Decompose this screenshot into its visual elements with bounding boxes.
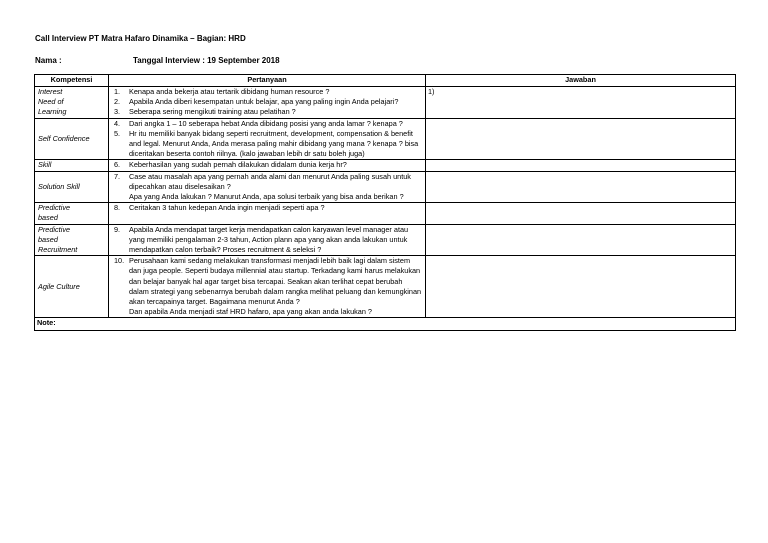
question-number: 1. xyxy=(114,87,121,96)
question-text: Keberhasilan yang sudah pernah dilakukan didalam dunia kerja hr? xyxy=(129,160,347,170)
question-item xyxy=(111,119,423,129)
table-row xyxy=(35,160,736,171)
pertanyaan-cell xyxy=(109,87,426,119)
question-text: Hr itu memiliki banyak bidang seperti recruitment, development, compensation & benefit and legal. Menurut Anda, Anda merasa paling mahir dibidang yang mana ? kenapa ? bisa diceritakan beserta contoh riilnya. (kalo jawaban lebih dr satu boleh juga) xyxy=(129,128,419,159)
nama-label: Nama : xyxy=(35,56,62,65)
question-list xyxy=(111,203,423,213)
interview-date: Tanggal Interview : 19 September 2018 xyxy=(133,56,280,65)
pertanyaan-cell xyxy=(109,256,426,318)
table-row xyxy=(35,203,736,224)
question-number: 2. xyxy=(114,97,121,107)
kompetensi-cell xyxy=(35,256,109,318)
question-text: Apabila Anda diberi kesempatan untuk belajar, apa yang paling ingin Anda pelajari? xyxy=(129,97,399,107)
jawaban-cell[interactable] xyxy=(426,171,736,203)
kompetensi-label: Agile Culture xyxy=(38,281,80,291)
table-row xyxy=(35,171,736,203)
question-text: Dari angka 1 – 10 seberapa hebat Anda dibidang posisi yang anda lamar ? kenapa ? xyxy=(129,118,403,128)
question-number: 7. xyxy=(114,171,121,181)
question-list xyxy=(111,225,423,256)
jawaban-cell[interactable] xyxy=(426,118,736,160)
question-number: 10. xyxy=(114,256,125,266)
pertanyaan-cell xyxy=(109,224,426,256)
pertanyaan-cell xyxy=(109,118,426,160)
question-text: Perusahaan kami sedang melakukan transformasi menjadi lebih baik lagi dalam sistem dan juga people. Seperti budaya millennial atau startup. Terkadang kami harus melakukan dan belajar banyak hal agar target bisa tercapai. Seakan akan terlihat cepat berubah dalam strategi yang sebenarnya berubah dalam rangka melihat peluang dan kemungkinan akan tercapainya target. Bagaimana menurut Anda ? Dan apabila Anda menjadi staf HRD hafaro, apa yang akan anda lakukan ? xyxy=(129,256,422,317)
question-number: 9. xyxy=(114,224,121,234)
question-item xyxy=(111,225,423,256)
jawaban-text: 1) xyxy=(428,87,435,96)
kompetensi-label: Self Confidence xyxy=(38,133,90,143)
kompetensi-cell xyxy=(35,171,109,203)
pertanyaan-cell xyxy=(109,160,426,171)
question-item xyxy=(111,107,423,117)
table-row xyxy=(35,118,736,160)
note-row xyxy=(35,318,736,331)
column-header-jawaban: Jawaban xyxy=(426,75,736,87)
question-list xyxy=(111,87,423,118)
column-header-pertanyaan: Pertanyaan xyxy=(109,75,426,87)
question-number: 3. xyxy=(114,107,121,117)
kompetensi-label: Solution Skill xyxy=(38,181,80,191)
question-number: 5. xyxy=(114,128,121,138)
question-list xyxy=(111,172,423,203)
kompetensi-cell xyxy=(35,224,109,256)
note-label: Note: xyxy=(35,318,736,331)
question-text: Apabila Anda mendapat target kerja mendapatkan calon karyawan level manager atau yang memiliki pengalaman 2-3 tahun, Action plann apa yang akan anda lakukan untuk mendapatkan calon terbaik? Proses recruitment & seleksi ? xyxy=(129,224,409,255)
table-row xyxy=(35,87,736,119)
interview-table xyxy=(34,74,736,331)
question-item xyxy=(111,172,423,203)
kompetensi-cell xyxy=(35,203,109,224)
question-text: Seberapa sering mengikuti training atau pelatihan ? xyxy=(129,107,296,117)
jawaban-cell[interactable] xyxy=(426,256,736,318)
jawaban-cell[interactable] xyxy=(426,224,736,256)
pertanyaan-cell xyxy=(109,171,426,203)
question-item xyxy=(111,160,423,170)
document-title: Call Interview PT Matra Hafaro Dinamika – Bagian: HRD xyxy=(35,34,246,43)
pertanyaan-cell xyxy=(109,203,426,224)
question-list xyxy=(111,119,423,160)
kompetensi-label: Predictive based xyxy=(38,203,71,223)
question-text: Kenapa anda bekerja atau tertarik dibidang human resource ? xyxy=(129,87,330,96)
kompetensi-label: Interest Need of Learning xyxy=(38,87,67,117)
question-list xyxy=(111,160,423,170)
kompetensi-cell xyxy=(35,118,109,160)
jawaban-cell[interactable] xyxy=(426,87,736,119)
table-header-row xyxy=(35,75,736,87)
question-item xyxy=(111,203,423,213)
question-item xyxy=(111,256,423,317)
question-item xyxy=(111,129,423,160)
table-row xyxy=(35,224,736,256)
question-list xyxy=(111,256,423,317)
column-header-kompetensi: Kompetensi xyxy=(35,75,109,87)
question-text: Case atau masalah apa yang pernah anda alami dan menurut Anda paling susah untuk dipecahkan atau diselesaikan ? Apa yang Anda lakukan ? Manurut Anda, apa solusi terbaik yang bisa anda berikan ? xyxy=(129,171,411,202)
question-item xyxy=(111,87,423,97)
question-text: Ceritakan 3 tahun kedepan Anda ingin menjadi seperti apa ? xyxy=(129,203,325,213)
question-number: 4. xyxy=(114,118,121,128)
question-item xyxy=(111,97,423,107)
kompetensi-cell xyxy=(35,87,109,119)
question-number: 6. xyxy=(114,160,121,170)
jawaban-cell[interactable] xyxy=(426,203,736,224)
table-row xyxy=(35,256,736,318)
question-number: 8. xyxy=(114,203,121,213)
kompetensi-cell xyxy=(35,160,109,171)
kompetensi-label: Skill xyxy=(38,160,52,170)
jawaban-cell[interactable] xyxy=(426,160,736,171)
kompetensi-label: Predictive based Recruitment xyxy=(38,224,78,255)
